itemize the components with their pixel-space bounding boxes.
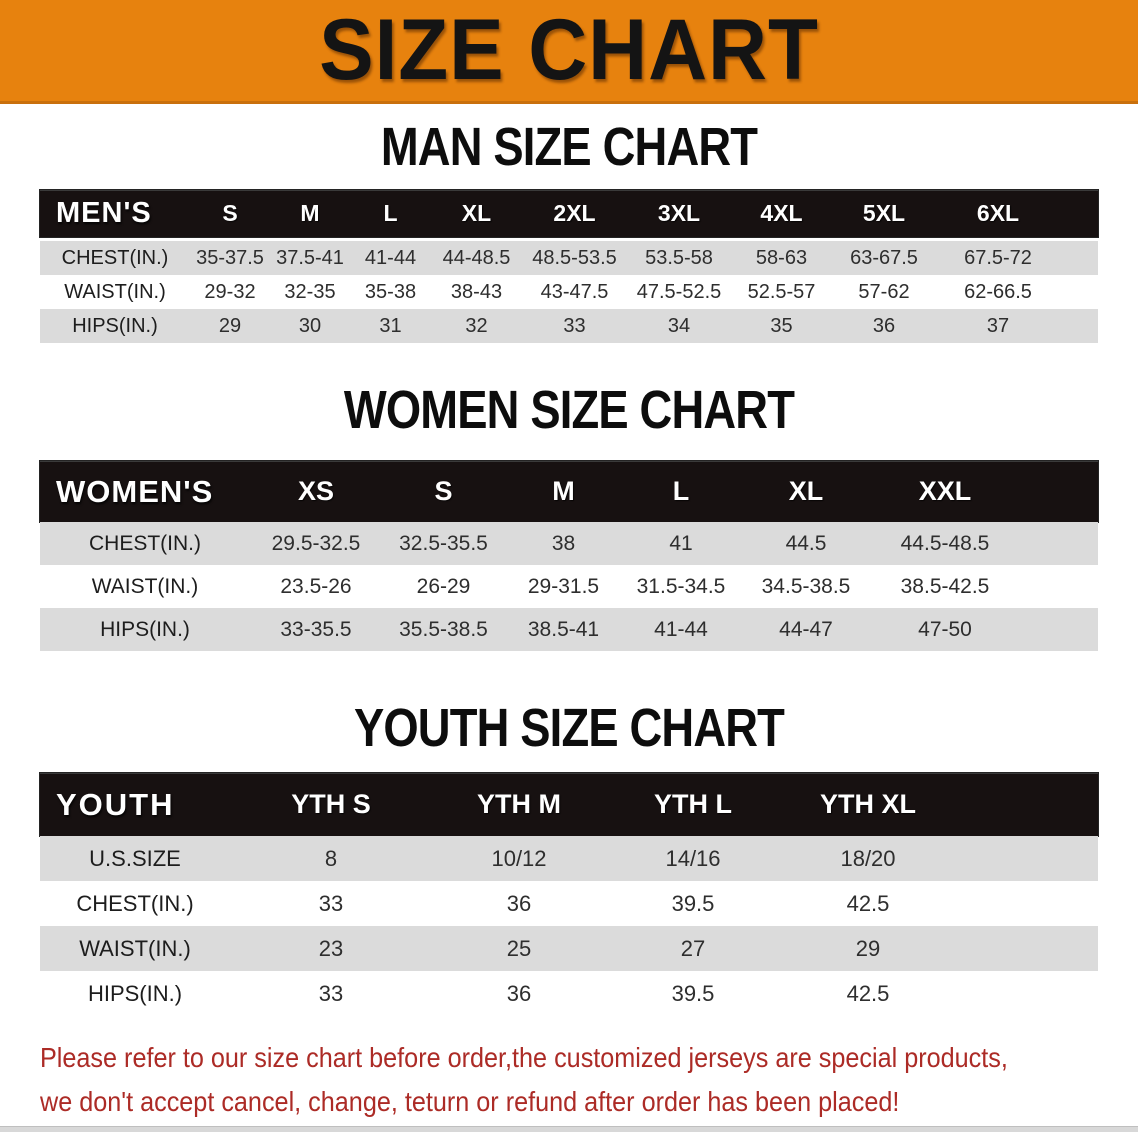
size-value: 29 — [218, 314, 242, 337]
size-value: 39.5 — [671, 980, 715, 1006]
size-value: 44.5 — [785, 531, 827, 555]
column-header: 4XL — [760, 200, 803, 226]
size-value: 35 — [770, 314, 793, 337]
column-header: M — [552, 476, 575, 506]
size-value: 44-47 — [779, 617, 833, 641]
size-value: 52.5-57 — [747, 280, 816, 303]
table-row — [40, 836, 1098, 881]
banner-title: SIZE CHART — [319, 2, 819, 98]
column-header: L — [672, 476, 690, 506]
column-header: XL — [461, 200, 492, 226]
table-row — [40, 971, 1098, 1016]
size-value: 26-29 — [416, 574, 471, 598]
column-header: S — [434, 476, 453, 506]
row-label: WAIST(IN.) — [79, 935, 191, 961]
size-value: 43-47.5 — [540, 280, 609, 303]
size-value: 36 — [506, 890, 532, 916]
column-header: S — [222, 200, 238, 226]
table-row — [40, 241, 1098, 275]
size-chart-banner — [0, 0, 1138, 104]
row-label: WAIST(IN.) — [64, 280, 166, 303]
table-header-row — [40, 773, 1098, 836]
size-value: 29.5-32.5 — [271, 531, 361, 555]
size-value: 23 — [318, 935, 344, 961]
mens-size-table — [40, 190, 1098, 343]
table-row — [40, 608, 1098, 651]
size-value: 32.5-35.5 — [399, 531, 488, 555]
youth-size-table — [40, 773, 1098, 1016]
size-value: 62-66.5 — [964, 280, 1032, 303]
size-value: 32-35 — [284, 280, 336, 303]
column-header: XL — [788, 476, 824, 506]
size-value: 34.5-38.5 — [761, 574, 851, 598]
size-value: 38.5-41 — [527, 617, 600, 641]
size-value: 67.5-72 — [964, 246, 1032, 269]
size-value: 47.5-52.5 — [636, 280, 722, 303]
row-label: HIPS(IN.) — [100, 617, 190, 641]
size-value: 53.5-58 — [645, 246, 713, 269]
table-row — [40, 565, 1098, 608]
column-header: M — [300, 200, 320, 226]
column-header: 5XL — [862, 200, 906, 226]
table-row — [40, 275, 1098, 309]
size-value: 44.5-48.5 — [900, 531, 990, 555]
column-header: 3XL — [657, 200, 701, 226]
size-value: 41-44 — [364, 246, 417, 269]
size-value: 38 — [551, 531, 576, 555]
row-label: HIPS(IN.) — [72, 314, 158, 337]
size-value: 41-44 — [654, 617, 708, 641]
size-value: 34 — [667, 314, 691, 337]
table-row — [40, 522, 1098, 565]
row-label: HIPS(IN.) — [87, 980, 183, 1006]
row-label: U.S.SIZE — [89, 845, 181, 871]
row-label: CHEST(IN.) — [76, 890, 194, 916]
size-value: 57-62 — [858, 280, 910, 303]
column-header: YTH XL — [819, 789, 916, 819]
size-value: 27 — [680, 935, 706, 961]
column-header: 6XL — [976, 200, 1020, 226]
column-header: YTH M — [477, 789, 561, 819]
size-value: 39.5 — [671, 890, 715, 916]
size-value: 29-31.5 — [527, 574, 600, 598]
size-value: 38-43 — [450, 280, 503, 303]
size-value: 10/12 — [491, 845, 547, 871]
order-disclaimer — [40, 1036, 1028, 1124]
table-corner-label: WOMEN'S — [56, 473, 214, 509]
size-value: 42.5 — [846, 890, 890, 916]
size-value: 38.5-42.5 — [900, 574, 990, 598]
column-header: YTH S — [291, 789, 371, 819]
size-value: 48.5-53.5 — [532, 246, 617, 269]
size-value: 42.5 — [846, 980, 890, 1006]
column-header: YTH L — [654, 789, 732, 819]
size-value: 25 — [506, 935, 532, 961]
table-header-row — [40, 190, 1098, 237]
size-value: 30 — [298, 314, 322, 337]
size-value: 29-32 — [204, 280, 256, 303]
size-value: 37.5-41 — [276, 246, 344, 269]
table-row — [40, 926, 1098, 971]
man-size-chart-heading: MAN SIZE CHART — [380, 117, 758, 177]
size-value: 33-35.5 — [280, 617, 352, 641]
size-value: 63-67.5 — [850, 246, 918, 269]
size-value: 8 — [324, 845, 338, 871]
row-label: CHEST(IN.) — [61, 246, 169, 269]
size-value: 18/20 — [840, 845, 896, 871]
size-value: 33 — [318, 980, 344, 1006]
women-size-chart-heading: WOMEN SIZE CHART — [343, 380, 795, 440]
youth-size-chart-heading: YOUTH SIZE CHART — [353, 698, 785, 758]
size-value: 37 — [986, 314, 1010, 337]
row-label: CHEST(IN.) — [89, 531, 201, 555]
disclaimer-line-2: we don't accept cancel, change, teturn or refund after order has been placed! — [40, 1086, 900, 1118]
size-value: 35.5-38.5 — [399, 617, 488, 641]
table-corner-label: MEN'S — [56, 197, 152, 229]
size-value: 35-38 — [364, 280, 417, 303]
size-value: 58-63 — [755, 246, 808, 269]
column-header: L — [383, 200, 398, 226]
table-row — [40, 309, 1098, 343]
size-value: 14/16 — [665, 845, 721, 871]
size-value: 23.5-26 — [280, 574, 352, 598]
size-value: 32 — [465, 314, 488, 337]
size-value: 29 — [855, 935, 881, 961]
size-value: 41 — [669, 531, 693, 555]
size-value: 31 — [379, 314, 402, 337]
row-label: WAIST(IN.) — [91, 574, 199, 598]
size-value: 33 — [563, 314, 586, 337]
table-corner-label: YOUTH — [56, 786, 175, 822]
column-header: XXL — [918, 476, 972, 506]
womens-size-table — [40, 461, 1098, 651]
size-value: 36 — [872, 314, 896, 337]
bottom-edge-strip — [0, 1126, 1138, 1132]
size-value: 44-48.5 — [442, 246, 511, 269]
size-value: 35-37.5 — [196, 246, 264, 269]
size-value: 33 — [318, 890, 344, 916]
column-header: 2XL — [553, 200, 596, 226]
table-header-row — [40, 461, 1098, 522]
column-header: XS — [297, 476, 335, 506]
size-value: 31.5-34.5 — [636, 574, 726, 598]
size-value: 36 — [506, 980, 532, 1006]
table-row — [40, 881, 1098, 926]
size-value: 47-50 — [918, 617, 972, 641]
disclaimer-line-1: Please refer to our size chart before order,the customized jerseys are special products, — [40, 1042, 1008, 1073]
